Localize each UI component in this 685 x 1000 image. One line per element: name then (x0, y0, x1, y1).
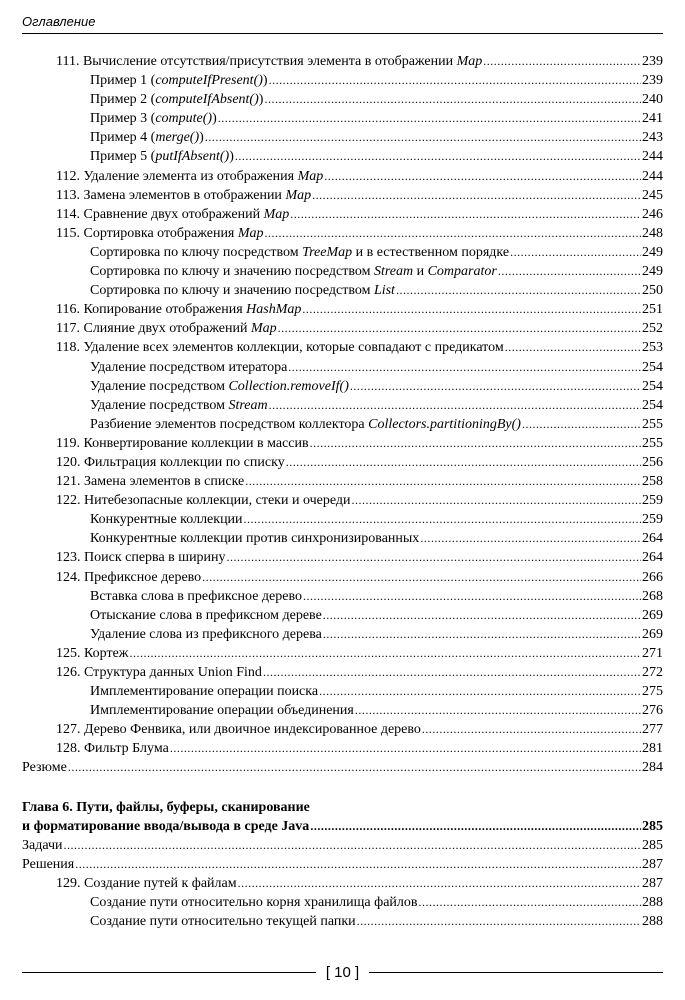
toc-entry-title (56, 167, 323, 186)
toc-entry-text: 122. Нитебезопасные коллекции, стеки и очереди (56, 493, 351, 509)
toc-entry-title (56, 434, 309, 453)
toc-entry[interactable] (22, 644, 663, 663)
toc-entry-page-number: 239 (642, 54, 663, 69)
toc-entry-title (56, 491, 350, 510)
toc-entry-text: Сортировка по ключу и значению посредством (90, 264, 374, 280)
toc-entry-text: Удаление посредством итератора (90, 359, 288, 375)
toc-entry[interactable] (22, 836, 663, 855)
toc-entry-page-number: 259 (642, 512, 663, 528)
toc-entry[interactable] (22, 491, 663, 510)
dot-leader (202, 568, 641, 587)
toc-entry-title (90, 128, 204, 147)
toc-entry-title (90, 358, 287, 377)
dot-leader (324, 167, 641, 186)
toc-entry-text: 111. Вычисление отсутствия/присутствия элемента в отображении (56, 54, 457, 69)
toc-entry-code-term: Comparator (427, 264, 497, 280)
toc-entry-page-number: 271 (642, 645, 663, 661)
toc-entry-page-number: 244 (642, 168, 663, 184)
toc-entry-title (56, 224, 264, 243)
toc-entry[interactable] (22, 682, 663, 701)
toc-entry-text: Сортировка по ключу и значению посредством (90, 283, 374, 299)
footer-rule-right (369, 972, 663, 973)
toc-entry-text: 129. Создание путей к файлам (56, 875, 237, 891)
toc-entry-title (90, 109, 217, 128)
toc-entry-text: 118. Удаление всех элементов коллекции, которые совпадают с предикатом (56, 340, 504, 356)
toc-entry-page-number: 272 (642, 665, 663, 680)
toc-entry-title (90, 396, 268, 415)
toc-entry[interactable] (22, 874, 663, 893)
toc-entry-text: и в естественном порядке (352, 244, 510, 260)
toc-entry[interactable] (22, 377, 663, 396)
toc-entry-title (56, 644, 128, 663)
toc-entry[interactable] (22, 224, 663, 243)
toc-entry[interactable] (22, 186, 663, 205)
toc-entry-page-number: 276 (642, 703, 663, 719)
chapter-heading (22, 798, 663, 836)
toc-entry[interactable] (22, 893, 663, 912)
dot-leader (288, 358, 641, 377)
toc-entry-title (22, 758, 67, 777)
dot-leader (64, 836, 641, 855)
toc-entry-text: Удаление посредством (90, 397, 229, 413)
toc-entry-code-term: Map (263, 206, 290, 222)
toc-entry[interactable] (22, 319, 663, 338)
dot-leader (129, 644, 641, 663)
toc-entry-text: и (413, 264, 428, 280)
toc-entry-text: 126. Структура данных Union Find (56, 665, 262, 680)
toc-entry-page-number: 284 (642, 760, 663, 776)
toc-entry-text: Конкурентные коллекции (90, 512, 243, 528)
toc-entry-text: Имплементирование операции объединения (90, 703, 354, 719)
dot-leader (286, 453, 641, 472)
toc-entry[interactable] (22, 510, 663, 529)
toc-entry-text: 119. Конвертирование коллекции в массив (56, 435, 309, 451)
toc-entry-text: Конкурентные коллекции против синхронизированных (90, 531, 420, 547)
toc-entry-title (90, 90, 263, 109)
toc-entry-text: 127. Дерево Фенвика, или двоичное индексированное дерево (56, 722, 421, 738)
toc-entry-code-term: Map (237, 225, 264, 241)
toc-entry-page-number: 254 (642, 378, 663, 394)
toc-entry-text: ) (212, 111, 217, 127)
dot-leader (269, 71, 641, 90)
toc-entry[interactable] (22, 167, 663, 186)
toc-entry-text: Удаление посредством (90, 378, 229, 394)
toc-entry-title (56, 663, 262, 682)
toc-entry-title (56, 874, 237, 893)
dot-leader (264, 90, 641, 109)
toc-entry[interactable] (22, 358, 663, 377)
dot-leader (238, 874, 641, 893)
dot-leader (278, 319, 641, 338)
dot-leader (498, 262, 641, 281)
toc-entry-title (56, 568, 201, 587)
toc-entry-page-number: 251 (642, 302, 663, 318)
toc-entry-title (90, 912, 356, 931)
toc-entry-title (56, 453, 285, 472)
toc-entry-text: 117. Слияние двух отображений (56, 321, 251, 337)
toc-entry[interactable] (22, 262, 663, 281)
page-footer (22, 962, 663, 982)
toc-entry-page-number: 255 (642, 416, 663, 432)
toc-entry-page-number: 264 (642, 531, 663, 547)
toc-entry-page-number: 288 (642, 914, 663, 930)
toc-entry-page-number: 264 (642, 550, 663, 566)
toc-entry-page-number: 269 (642, 607, 663, 623)
toc-entry-text: Разбиение элементов посредством коллектора (90, 416, 369, 432)
dot-leader (505, 338, 641, 357)
toc-entry-text: Удаление слова из префиксного дерева (90, 626, 322, 642)
toc-entry-code-term: HashMap (246, 302, 302, 318)
toc-entry-page-number: 252 (642, 321, 663, 337)
toc-entry-title (90, 625, 322, 644)
dot-leader (396, 281, 641, 300)
toc-entry[interactable] (22, 587, 663, 606)
toc-entry-title (56, 52, 482, 71)
toc-entry-text: 123. Поиск сперва в ширину (56, 550, 226, 566)
toc-entry[interactable] (22, 625, 663, 644)
toc-entry-text: Задачи (22, 837, 63, 853)
dot-leader (235, 147, 641, 166)
toc-entry-text: Резюме (22, 760, 67, 776)
toc-entry-text: 121. Замена элементов в списке (56, 474, 245, 490)
toc-entry[interactable] (22, 147, 663, 166)
dot-leader (303, 587, 641, 606)
toc-entry-page-number: 287 (642, 875, 663, 891)
toc-section-ch5 (22, 52, 663, 778)
toc-section-ch6 (22, 836, 663, 931)
toc-entry[interactable] (22, 568, 663, 587)
dot-leader (351, 491, 641, 510)
dot-leader (227, 548, 641, 567)
toc-entry[interactable] (22, 396, 663, 415)
toc-entry-code-term: compute() (155, 111, 213, 127)
toc-entry-text: Решения (22, 856, 75, 872)
toc-entry-title (90, 893, 418, 912)
toc-entry[interactable] (22, 912, 663, 931)
dot-leader (302, 300, 641, 319)
dot-leader (422, 720, 641, 739)
page-header-title: Оглавление (22, 14, 663, 34)
toc-entry-page-number: 268 (642, 588, 663, 604)
toc-entry-code-term: List (373, 283, 395, 299)
toc-entry-title (90, 71, 268, 90)
toc-entry-page-number: 254 (642, 397, 663, 413)
toc-entry[interactable] (22, 529, 663, 548)
toc-entry-code-term: Stream (373, 264, 414, 280)
toc-entry-title (56, 186, 311, 205)
toc-entry[interactable] (22, 415, 663, 434)
toc-entry-page-number: 266 (642, 569, 663, 585)
toc-entry[interactable] (22, 52, 663, 71)
dot-leader (419, 893, 642, 912)
toc-entry-page-number: 285 (642, 837, 663, 853)
toc-entry-title (90, 243, 509, 262)
chapter-page-number: 285 (642, 818, 663, 834)
toc-entry-title (90, 682, 318, 701)
dot-leader (68, 758, 641, 777)
dot-leader (357, 912, 641, 931)
dot-leader (75, 855, 641, 874)
toc-entry-title (56, 472, 244, 491)
toc-entry-code-term: Collectors.partitioningBy() (368, 416, 521, 432)
toc-entry-code-term: TreeMap (302, 244, 353, 260)
toc-entry-text: Отыскание слова в префиксном дереве (90, 607, 322, 623)
dot-leader (483, 52, 641, 71)
toc-entry-text: Вставка слова в префиксное дерево (90, 588, 302, 604)
toc-entry-text: ) (229, 149, 234, 165)
toc-entry[interactable] (22, 128, 663, 147)
toc-entry[interactable] (22, 300, 663, 319)
toc-entry[interactable] (22, 109, 663, 128)
toc-entry-title (90, 510, 243, 529)
toc-entry-title (22, 855, 74, 874)
toc-entry-text: Пример 5 ( (90, 149, 156, 165)
toc-entry-text: 112. Удаление элемента из отображения (56, 168, 298, 184)
toc-entry-title (90, 262, 497, 281)
dot-leader (323, 606, 641, 625)
toc-entry-page-number: 255 (642, 435, 663, 451)
toc-entry-page-number: 269 (642, 626, 663, 642)
toc-entry-text: 124. Префиксное дерево (56, 569, 202, 585)
dot-leader (312, 186, 641, 205)
toc-entry[interactable] (22, 71, 663, 90)
toc-entry-text: 128. Фильтр Блума (56, 741, 169, 757)
toc-entry[interactable] (22, 548, 663, 567)
toc-entry-code-term: Map (250, 321, 277, 337)
toc-entry-text: 116. Копирование отображения (56, 302, 247, 318)
toc-entry-page-number: 281 (642, 741, 663, 757)
toc-entry-title (56, 739, 169, 758)
toc-entry-text: Создание пути относительно корня хранилища файлов (90, 894, 418, 910)
toc-entry-page-number: 244 (642, 149, 663, 165)
dot-leader (265, 224, 641, 243)
toc-entry[interactable] (22, 434, 663, 453)
toc-entry-page-number: 249 (642, 264, 663, 280)
toc-entry-title (56, 548, 226, 567)
chapter-title-line-2-row[interactable] (22, 817, 663, 836)
toc-entry-code-term: merge() (155, 130, 200, 146)
toc-entry-title (56, 205, 289, 224)
toc-entry-page-number: 256 (642, 454, 663, 470)
toc-entry[interactable] (22, 453, 663, 472)
toc-entry-code-term: Map (285, 187, 312, 203)
toc-entry-code-term: computeIfAbsent() (155, 92, 259, 108)
toc-entry[interactable] (22, 205, 663, 224)
toc-entry-title (90, 415, 521, 434)
toc-entry-title (56, 720, 421, 739)
dot-leader (245, 472, 641, 491)
toc-entry-page-number: 259 (642, 493, 663, 509)
toc-entry-title (90, 701, 354, 720)
toc-entry-title (56, 300, 301, 319)
dot-leader (269, 396, 641, 415)
table-of-contents (22, 52, 663, 931)
toc-entry-text: Пример 3 ( (90, 111, 156, 127)
toc-entry-text: 120. Фильтрация коллекции по списку (56, 454, 285, 470)
toc-entry-page-number: 248 (642, 225, 663, 241)
toc-entry[interactable] (22, 855, 663, 874)
toc-entry[interactable] (22, 338, 663, 357)
toc-entry-text: 113. Замена элементов в отображении (56, 187, 286, 203)
dot-leader (350, 377, 641, 396)
toc-entry[interactable] (22, 90, 663, 109)
toc-entry-text: 115. Сортировка отображения (56, 225, 238, 241)
toc-entry-title (90, 377, 349, 396)
dot-leader (310, 434, 641, 453)
toc-entry-page-number: 253 (642, 340, 663, 356)
toc-entry-page-number: 287 (642, 856, 663, 872)
toc-entry[interactable] (22, 472, 663, 491)
toc-entry-code-term: Map (297, 168, 324, 184)
toc-entry[interactable] (22, 720, 663, 739)
toc-entry-title (90, 606, 322, 625)
toc-entry[interactable] (22, 281, 663, 300)
toc-entry-page-number: 240 (642, 92, 663, 108)
dot-leader (310, 817, 641, 836)
toc-entry-page-number: 275 (642, 684, 663, 700)
toc-entry-title (22, 836, 63, 855)
toc-entry-page-number: 250 (642, 283, 663, 299)
toc-entry-code-term: Collection.removeIf() (228, 378, 349, 394)
footer-page-number: [ 10 ] (325, 963, 360, 981)
toc-entry-title (90, 147, 234, 166)
toc-entry-text: ) (199, 130, 204, 146)
toc-entry-text: Сортировка по ключу посредством (90, 244, 303, 260)
toc-entry-code-term: putIfAbsent() (155, 149, 230, 165)
toc-entry-text: Пример 4 ( (90, 130, 156, 146)
toc-entry-title (90, 529, 419, 548)
dot-leader (263, 663, 641, 682)
toc-entry-text: ) (258, 92, 264, 108)
toc-entry-page-number: 239 (642, 73, 663, 89)
dot-leader (218, 109, 641, 128)
toc-entry-code-term: Stream (228, 397, 268, 413)
toc-entry-page-number: 246 (642, 206, 663, 222)
toc-entry-text: ) (262, 73, 268, 89)
dot-leader (244, 510, 641, 529)
toc-entry-page-number: 249 (642, 244, 663, 260)
dot-leader (170, 739, 641, 758)
dot-leader (323, 625, 641, 644)
dot-leader (510, 243, 641, 262)
toc-entry-page-number: 241 (642, 111, 663, 127)
toc-entry-text: 114. Сравнение двух отображений (56, 206, 264, 222)
toc-entry[interactable] (22, 606, 663, 625)
toc-entry[interactable] (22, 758, 663, 777)
toc-entry[interactable] (22, 243, 663, 262)
toc-entry[interactable] (22, 663, 663, 682)
dot-leader (205, 128, 641, 147)
toc-entry-page-number: 245 (642, 187, 663, 203)
toc-entry[interactable] (22, 701, 663, 720)
toc-entry-text: Пример 1 ( (90, 73, 156, 89)
dot-leader (319, 682, 641, 701)
chapter-title-line-2: и форматирование ввода/вывода в среде Java (22, 818, 310, 834)
toc-entry-text: Создание пути относительно текущей папки (90, 914, 356, 930)
dot-leader (522, 415, 641, 434)
toc-entry[interactable] (22, 739, 663, 758)
toc-entry-title (56, 338, 504, 357)
dot-leader (290, 205, 641, 224)
chapter-title-line-1: Глава 6. Пути, файлы, буферы, сканирование (22, 799, 310, 815)
toc-entry-page-number: 243 (642, 130, 663, 146)
toc-entry-code-term: Map (456, 54, 483, 69)
toc-entry-text: Пример 2 ( (90, 92, 156, 108)
toc-entry-title (56, 319, 277, 338)
toc-entry-page-number: 277 (642, 722, 663, 738)
footer-rule-left (22, 972, 316, 973)
toc-entry-title (90, 587, 302, 606)
toc-entry-text: 125. Кортеж (56, 645, 129, 661)
dot-leader (420, 529, 641, 548)
toc-entry-title (90, 281, 395, 300)
toc-entry-text: Имплементирование операции поиска (90, 684, 319, 700)
toc-entry-page-number: 254 (642, 359, 663, 375)
dot-leader (355, 701, 641, 720)
toc-entry-page-number: 288 (642, 894, 663, 910)
toc-entry-page-number: 258 (642, 474, 663, 490)
toc-entry-code-term: computeIfPresent() (155, 73, 263, 89)
